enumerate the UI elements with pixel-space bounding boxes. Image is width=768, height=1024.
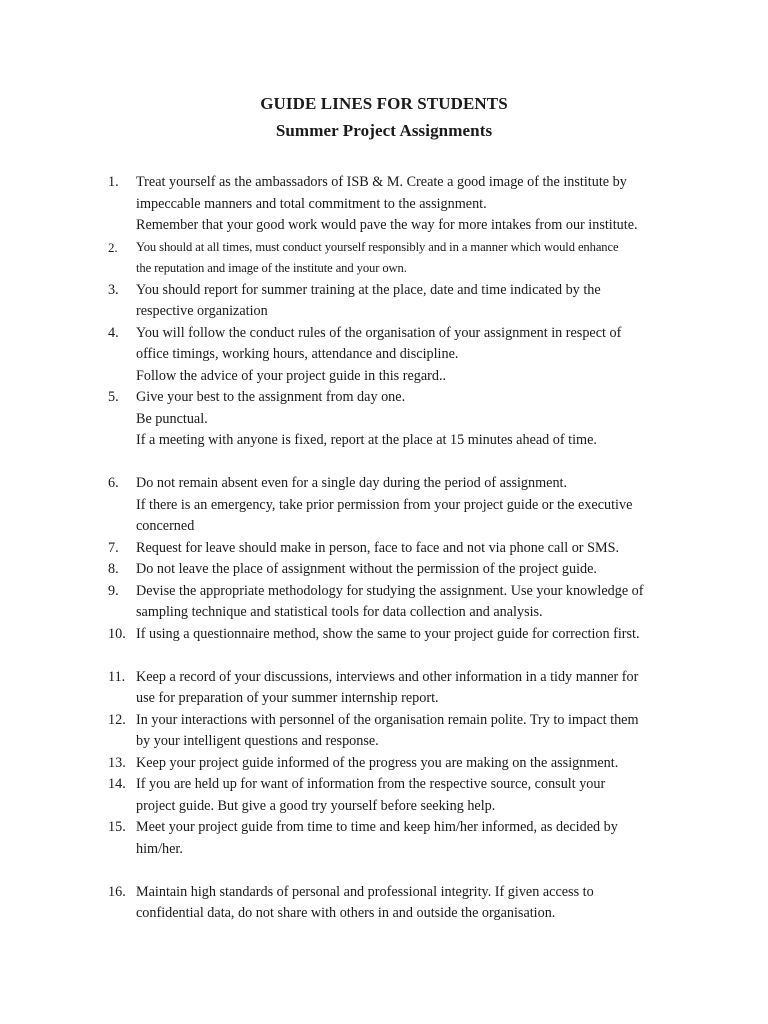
item-number: 13. xyxy=(108,754,126,771)
list-item xyxy=(108,387,668,452)
item-text: Devise the appropriate methodology for studying the assignment. Use your knowledge of xyxy=(136,582,644,599)
item-number: 6. xyxy=(108,475,119,491)
item-text: Maintain high standards of personal and professional integrity. If given access to xyxy=(136,883,594,900)
item-text: Follow the advice of your project guide in this regard.. xyxy=(136,367,447,384)
item-number: 9. xyxy=(108,582,119,599)
list-item xyxy=(108,817,668,860)
item-text: use for preparation of your summer internship report. xyxy=(136,690,439,706)
guidelines-list xyxy=(108,172,668,925)
page-subtitle: Summer Project Assignments xyxy=(275,121,493,140)
item-text: office timings, working hours, attendance and discipline. xyxy=(136,346,459,362)
list-item xyxy=(108,774,668,817)
item-text: If a meeting with anyone is fixed, report at the place at 15 minutes ahead of time. xyxy=(136,432,597,448)
item-text: Do not remain absent even for a single day during the period of assignment. xyxy=(136,475,568,491)
list-item xyxy=(108,559,668,581)
item-number: 3. xyxy=(108,281,119,298)
item-number: 4. xyxy=(108,324,119,341)
list-item xyxy=(108,323,668,388)
item-text: You will follow the conduct rules of the organisation of your assignment in respect of xyxy=(136,324,622,341)
list-item xyxy=(108,624,668,646)
item-number: 2. xyxy=(108,239,118,255)
item-text: sampling technique and statistical tools for data collection and analysis. xyxy=(136,604,543,620)
item-number: 11. xyxy=(108,668,126,685)
item-text: You should report for summer training at the place, date and time indicated by the xyxy=(136,281,601,298)
spacer xyxy=(108,860,668,882)
list-item xyxy=(108,237,668,280)
page-title: GUIDE LINES FOR STUDENTS xyxy=(260,94,508,113)
list-item xyxy=(108,473,668,538)
spacer xyxy=(108,645,668,667)
item-text: Give your best to the assignment from day one. xyxy=(136,389,406,405)
item-number: 7. xyxy=(108,539,119,556)
item-text: him/her. xyxy=(136,840,183,857)
item-text: If using a questionnaire method, show the same to your project guide for correction first. xyxy=(136,625,640,642)
item-number: 12. xyxy=(108,711,126,728)
item-number: 14. xyxy=(108,776,126,792)
item-number: 15. xyxy=(108,819,126,835)
item-text: If you are held up for want of information from the respective source, consult your xyxy=(136,776,606,792)
item-number: 5. xyxy=(108,389,119,405)
list-item xyxy=(108,882,668,925)
item-text: Meet your project guide from time to time and keep him/her informed, as decided by xyxy=(136,819,618,835)
item-text: by your intelligent questions and response. xyxy=(136,733,379,749)
list-item xyxy=(108,710,668,753)
item-text: Remember that your good work would pave the way for more intakes from our institute. xyxy=(136,217,638,233)
spacer xyxy=(108,452,668,474)
item-text: Keep your project guide informed of the progress you are making on the assignment. xyxy=(136,754,619,771)
item-text: Do not leave the place of assignment without the permission of the project guide. xyxy=(136,561,597,577)
item-text: concerned xyxy=(136,518,195,534)
list-item xyxy=(108,581,668,624)
item-text: Keep a record of your discussions, interviews and other information in a tidy manner for xyxy=(136,668,639,685)
list-item xyxy=(108,667,668,710)
list-item xyxy=(108,172,668,237)
item-text: If there is an emergency, take prior permission from your project guide or the executive xyxy=(136,496,633,513)
item-text: impeccable manners and total commitment to the assignment. xyxy=(136,195,487,212)
item-text: Treat yourself as the ambassadors of ISB & M. Create a good image of the institute by xyxy=(136,174,627,190)
list-item xyxy=(108,538,668,560)
item-number: 8. xyxy=(108,561,119,577)
item-text: Be punctual. xyxy=(136,410,208,427)
list-item xyxy=(108,753,668,775)
item-number: 1. xyxy=(108,174,119,190)
list-item xyxy=(108,280,668,323)
item-text: the reputation and image of the institute and your own. xyxy=(136,261,407,275)
item-number: 10. xyxy=(108,625,126,642)
item-text: You should at all times, must conduct yourself responsibly and in a manner which would enhance xyxy=(136,239,619,254)
item-text: In your interactions with personnel of the organisation remain polite. Try to impact them xyxy=(136,711,639,728)
item-text: respective organization xyxy=(136,303,268,319)
item-number: 16. xyxy=(108,883,126,900)
item-text: confidential data, do not share with others in and outside the organisation. xyxy=(136,905,556,921)
item-text: Request for leave should make in person, face to face and not via phone call or SMS. xyxy=(136,539,620,556)
item-text: project guide. But give a good try yourself before seeking help. xyxy=(136,797,496,814)
